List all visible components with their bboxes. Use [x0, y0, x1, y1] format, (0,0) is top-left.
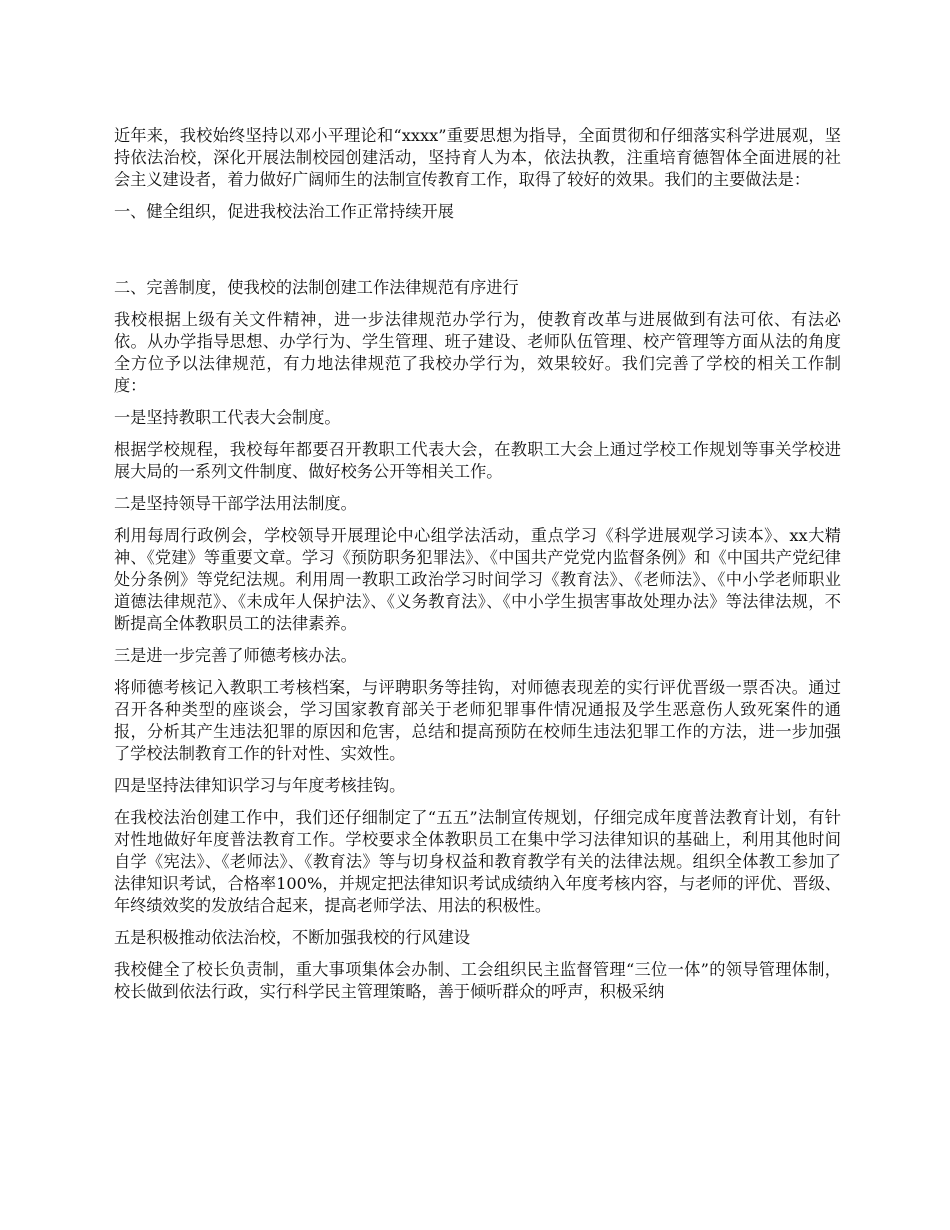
section-heading-1: 一、健全组织，促进我校法治工作正常持续开展	[114, 202, 454, 221]
paragraph-item-4: 在我校法治创建工作中，我们还仔细制定了“五五”法制宣传规划，仔细完成年度普法教育计划，有针对性地做好年度普法教育工作。学校要求全体教职员工在集中学习法律知识的基础上，利用其他时间自学《宪法》、《老师法》、《教育法》等与切身权益和教育教学有关的法律法规。组织全体教工参加了法律知识考试，合格率100%，并规定把法律知识考试成绩纳入年度考核内容，与老师的评优、晋级、年终绩效奖的发放结合起来，提高老师学法、用法的积极性。	[114, 808, 841, 915]
section-heading-2: 二、完善制度，使我校的法制创建工作法律规范有序进行	[114, 278, 519, 297]
paragraph-item-3: 将师德考核记入教职工考核档案，与评聘职务等挂钩，对师德表现差的实行评优晋级一票否决。通过召开各种类型的座谈会，学习国家教育部关于老师犯罪事件情况通报及学生恶意伤人致死案件的通报，分析其产生违法犯罪的原因和危害，总结和提高预防在校师生违法犯罪工作的方法，进一步加强了学校法制教育工作的针对性、实效性。	[114, 678, 841, 763]
paragraph-intro: 近年来，我校始终坚持以邓小平理论和“xxxx”重要思想为指导，全面贯彻和仔细落实科学进展观，坚持依法治校，深化开展法制校园创建活动，坚持育人为本，依法执教，注重培育德智体全面进展的社会主义建设者，着力做好广阔师生的法制宣传教育工作，取得了较好的效果。我们的主要做法是：	[114, 126, 841, 189]
paragraph-item-5: 我校健全了校长负责制，重大事项集体会办制、工会组织民主监督管理“三位一体”的领导管理体制，校长做到依法行政，实行科学民主管理策略，善于倾听群众的呼声，积极采纳	[114, 960, 841, 1001]
document-page	[114, 125, 841, 1013]
paragraph-item-1: 根据学校规程，我校每年都要召开教职工代表大会，在教职工大会上通过学校工作规划等事关学校进展大局的一系列文件制度、做好校务公开等相关工作。	[114, 440, 841, 481]
paragraph-regulations: 我校根据上级有关文件精神，进一步法律规范办学行为，使教育改革与进展做到有法可依、有法必依。从办学指导思想、办学行为、学生管理、班子建设、老师队伍管理、校产管理等方面从法的角度全方位予以法律规范，有力地法律规范了我校办学行为，效果较好。我们完善了学校的相关工作制度：	[114, 310, 841, 395]
item-heading-5: 五是积极推动依法治校，不断加强我校的行风建设	[114, 928, 471, 947]
item-heading-1: 一是坚持教职工代表大会制度。	[114, 408, 341, 427]
paragraph-item-2: 利用每周行政例会，学校领导开展理论中心组学法活动，重点学习《科学进展观学习读本》、xx大精神、《党建》等重要文章。学习《预防职务犯罪法》、《中国共产党党内监督条例》和《中国共产党纪律处分条例》等党纪法规。利用周一教职工政治学习时间学习《教育法》、《老师法》、《中小学老师职业道德法律规范》、《未成年人保护法》、《义务教育法》、《中小学生损害事故处理办法》等法律法规，不断提高全体教职员工的法律素养。	[114, 526, 841, 633]
blank-gap	[114, 233, 841, 277]
item-heading-2: 二是坚持领导干部学法用法制度。	[114, 494, 357, 513]
item-heading-3: 三是进一步完善了师德考核办法。	[114, 646, 357, 665]
item-heading-4: 四是坚持法律知识学习与年度考核挂钩。	[114, 776, 406, 795]
